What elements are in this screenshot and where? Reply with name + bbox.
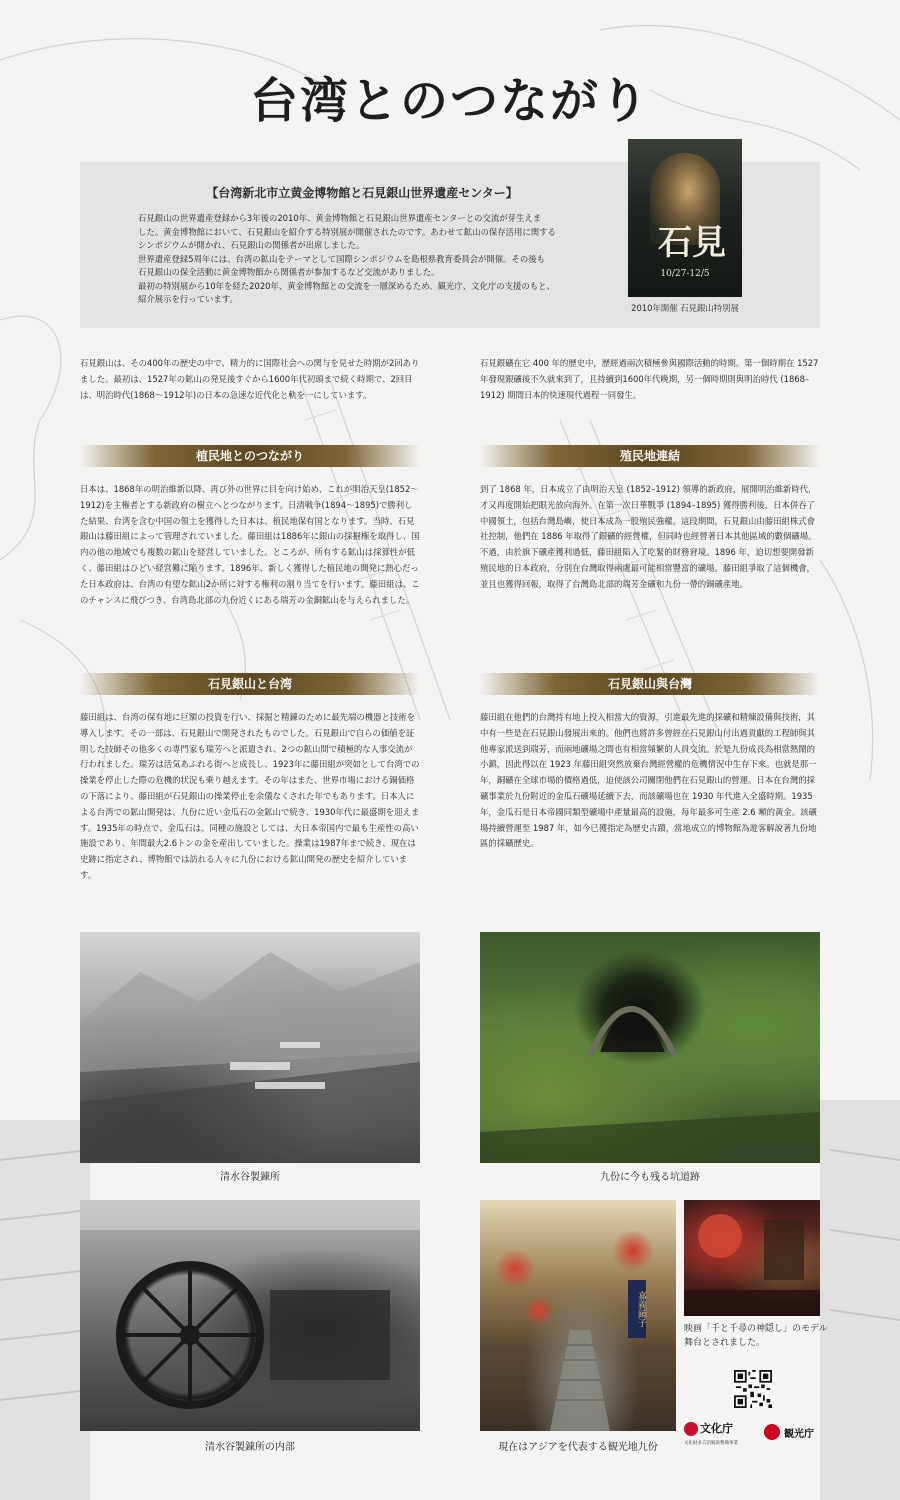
taiwan-chinese-text: 藤田組在他們的台灣持有地上投入相當大的資源，引進最先進的採礦和精煉設備與技術，其中有一些是在石見銀山發展出來的。他們也將許多曾經在石見銀山付出過貢獻的工程師與其他專家派送到瑞芳，而兩地礦場之間也有相當頻繁的人員交流。於是九份成長為相當熱鬧的小鎮，因此得以在 1923 年藤田組突然放棄台灣經營權的危機情況中生存下來。也就是那一年，銅礦在全球市場的價格過低，迫使該公司關閉他們在石見銀山的營運。日本在台灣的採礦事業於九份附近的金瓜石礦場延續下去，而該礦場也在 1930 年代進入全盛時期。1935 年，金瓜石是日本帝國同類型礦場中產量最高的設施，每年最多可生產 2.6 噸的黃金。該礦場持續營運至 1987 年，如今已獲指定為歷史古蹟，當地成立的博物館為遊客解說著九份地區的採礦歷史。 xyxy=(480,712,817,849)
poster-caption: 2010年開催 石見銀山特別展 xyxy=(631,303,739,313)
colonial-japanese-text: 日本は、1868年の明治維新以降、再び外の世界に目を向け始め、これが明治天皇(1852〜1912)を主権者とする新政府の樹立へとつながります。日清戦争(1894〜1895)で勝利した結果、台湾を含む中国の領土を獲得した日本は、植民地保有国となります。当時、石見銀山は藤田組によって管理されていました。藤田組は1886年に銀山の採掘権を取得し、国内の他の地域でも複数の鉱山を経営していました。ところが、所有する鉱山は採算性が低く、藤田組はひどい経営難に陥ります。1896年、新しく獲得した植民地の開発に熱心だった日本政府は、台湾の有望な鉱山2か所に対する権利の割り当てを行います。藤田組は、このチャンスに飛びつき、台湾島北部の九份近くにある瑞芳の金銅鉱山を与えられました。 xyxy=(80,484,420,605)
jiufen-caption: 現在はアジアを代表する観光地九份 xyxy=(498,1442,658,1453)
kankocho-mark-icon xyxy=(764,1424,780,1440)
shimizudani-smelter-photo xyxy=(80,932,420,1163)
intro-line: 最初の特別展から10年を経た2020年、黄金博物館との交流を一層深めるため、観光庁、文化庁の支援のもと、 xyxy=(138,280,555,291)
section-heading-colonial-zh: 殖民地連結 xyxy=(480,445,820,467)
poster-dates: 10/27-12/5 xyxy=(660,269,710,279)
section-heading-colonial-jp: 植民地とのつながり xyxy=(80,445,420,467)
old-street-stairs-drawing xyxy=(480,1200,676,1431)
exhibition-poster-image xyxy=(628,139,742,297)
bunkacho-logo xyxy=(684,1420,744,1450)
smelter-interior-photo xyxy=(80,1200,420,1431)
intro-heading: 【台湾新北市立黄金博物館と石見銀山世界遺産センター】 xyxy=(206,186,518,200)
kankocho-name: 観光庁 xyxy=(784,1429,814,1440)
smelter-landscape-drawing xyxy=(80,932,420,1163)
spirited-away-still-image xyxy=(684,1200,820,1316)
intro-line: 世界遺産登録5周年には、台湾の鉱山をテーマとして国際シンポジウムを島根県教育委員会が開催。その後も xyxy=(138,253,546,264)
bunkacho-mark-icon xyxy=(684,1422,698,1436)
intro-line: 石見銀山の世界遺産登録から3年後の2010年、黄金博物館と石見銀山世界遺産センターとの交流が芽生えま xyxy=(138,213,542,223)
interior-caption: 清水谷製錬所の内部 xyxy=(205,1442,295,1453)
overview-chinese: 石見銀礦在它 400 年的歷史中，歷經過兩次積極參與國際活動的時期。第一個時期在 1527 年發現銀礦後不久就來到了，且持續到1600年代晚期，另一個時期則與明治時代 (1868–1912) 期間日本的快速現代過程一同發生。 xyxy=(480,358,819,400)
poster-calligraphy: 石見 xyxy=(658,223,726,263)
intro-line: 紹介展示を行っています。 xyxy=(138,294,238,304)
intro-line: した。黄金博物館において、石見銀山を紹介する特別展が開催されたのです。あわせて鉱山の保存活用に関する xyxy=(138,226,556,237)
jiufen-old-street-photo xyxy=(480,1200,676,1431)
intro-text xyxy=(138,212,608,307)
colonial-chinese-text: 到了 1868 年，日本成立了由明治天皇 (1852–1912) 領導的新政府，展開明治維新時代，才又再度開始把眼光放向海外。在第一次日華戰爭 (1894–1895) 獲得勝利後，日本併吞了中國領土，包括台灣島嶼，使日本成為一股殖民強權。這段期間，石見銀山由藤田組株式會社控制，他們在 1886 年取得了銀礦的經營權，但同時也經營著日本其他區域的數個礦場。不過，由於旗下礦產獲利過低，藤田組陷入了吃緊的財務窘境。1896 年，迫切想要開發新殖民地的日本政府，分別在台灣取得兩處最可能相當豐富的礦場。藤田組爭取了這個機會，並且也獲得回報，取得了台灣島北部的瑞芳金礦和九份一帶的銅礦產地。 xyxy=(480,484,817,589)
shop-sign: 嘉義鋪子 xyxy=(628,1280,646,1338)
jiufen-tunnel-photo xyxy=(480,932,820,1163)
bunkacho-subtitle: 文化財多言語解説整備事業 xyxy=(684,1441,738,1446)
spirited-away-caption: 映画「千と千尋の神隠し」のモデル舞台とされました。 xyxy=(684,1324,828,1348)
section-heading-taiwan-zh: 石見銀山與台灣 xyxy=(480,673,820,695)
bathhouse-interior-drawing xyxy=(684,1200,820,1316)
section-heading-taiwan-jp: 石見銀山と台湾 xyxy=(80,673,420,695)
intro-line: 石見銀山の保全活動に黄金博物館から関係者が参加するなど交流がありました。 xyxy=(138,267,440,277)
taiwan-japanese-text: 藤田組は、台湾の保有地に巨額の投資を行い、採掘と精錬のために最先端の機器と技術を導入します。その一部は、石見銀山で開発されたものでした。石見銀山で自らの価値を証明した技師その他多くの専門家も瑞芳へと派遣され、2つの鉱山間で積極的な人事交流が行われました。瑞芳は活気あふれる街へと成長し、1923年に藤田組が突如として台湾での操業を停止した際の危機的状況も乗り越えます。その年はまた、世界市場における銅価格の下落により、藤田組が石見銀山の操業停止を余儀なくされた年でもあります。日本人による台湾での鉱山開発は、九份に近い金瓜石の金鉱山で続き、1930年代に最盛期を迎えます。1935年の時点で、金瓜石は、同種の施設としては、大日本帝国内で最も生産性の高い施設であり、年間最大2.6トンの金を産出していました。操業は1987年まで続き、現在は史跡に指定され、博物館では訪れる人々に九份における鉱山開発の歴史を紹介しています。 xyxy=(80,712,420,880)
tunnel-arch-drawing xyxy=(480,932,820,1163)
overview-japanese: 石見銀山は、その400年の歴史の中で、精力的に国際社会への関与を見せた時期が2回ありました。最初は、1527年の鉱山の発見後すぐから1600年代初頭まで続く時期で、2回目は、明治時代(1868〜1912年)の日本の急速な近代化と軌を一にしています。 xyxy=(80,358,420,400)
intro-line: シンポジウムが開かれ、石見銀山の関係者が出席しました。 xyxy=(138,240,365,250)
qr-code-icon[interactable] xyxy=(734,1370,772,1408)
bunkacho-name: 文化庁 xyxy=(700,1422,733,1435)
kankocho-logo xyxy=(764,1424,820,1440)
page-title: 台湾とのつながり xyxy=(249,73,650,129)
tunnel-caption: 九份に今も残る坑道跡 xyxy=(600,1172,700,1183)
shimizudani-caption: 清水谷製錬所 xyxy=(220,1172,280,1183)
flywheel-machine-drawing xyxy=(80,1200,420,1431)
